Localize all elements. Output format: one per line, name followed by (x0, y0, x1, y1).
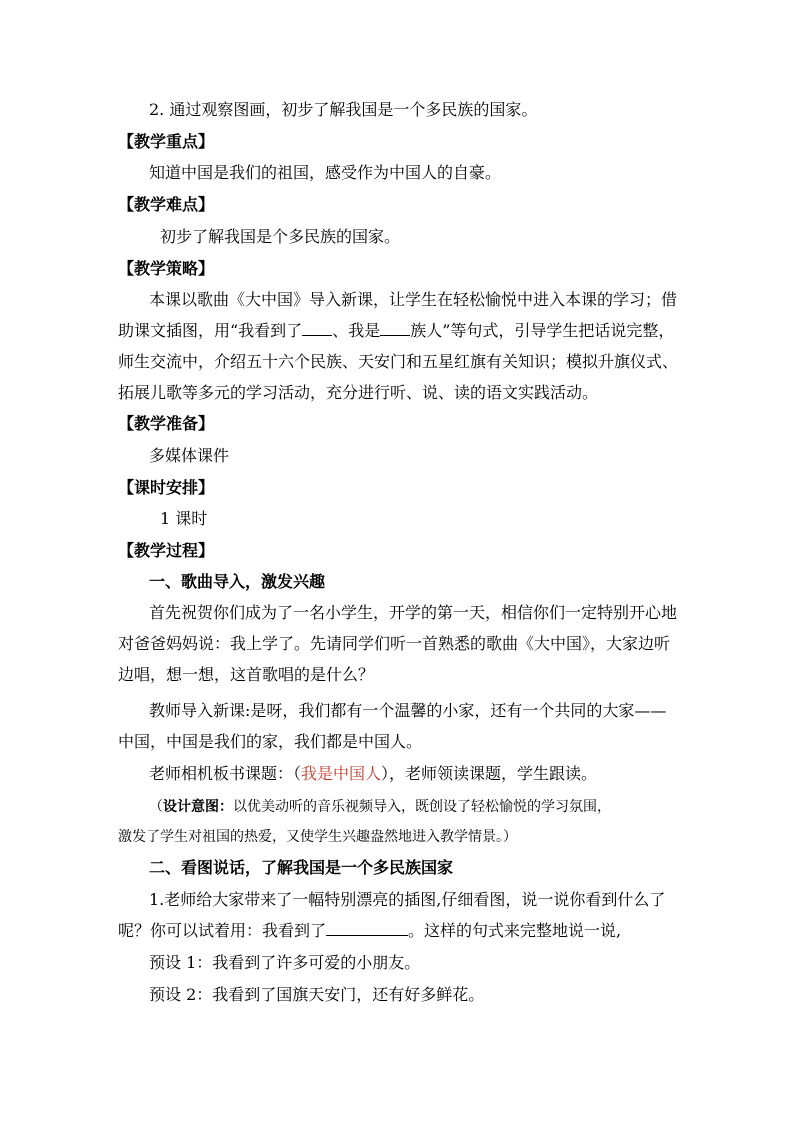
strategy-heading: 【教学策略】 (118, 259, 215, 278)
part-2-p1-line-1: 1.老师给大家带来了一幅特别漂亮的插图,仔细看图，说一说你看到什么了 (149, 890, 666, 909)
design-note-line-2: 激发了学生对祖国的热爱，又使学生兴趣盎然地进入教学情景。） (118, 829, 517, 845)
preset-1: 预设 1：我看到了许多可爱的小朋友。 (149, 953, 421, 972)
strategy-line-2-c: 族人”等句式，引导学生把话说完整， (410, 321, 675, 340)
strategy-line-3: 师生交流中，介绍五十六个民族、天安门和五星红旗有关知识；模拟升旗仪式、 (118, 352, 679, 371)
blank-sentence (326, 920, 408, 936)
part-1-p1-line-2: 对爸爸妈妈说：我上学了。先请同学们听一首熟悉的歌曲《大中国》，大家边听 (118, 634, 671, 653)
preparation-text: 多媒体课件 (149, 446, 230, 465)
part-2-p1-line-2-b: 。这样的句式来完整地说一说, (408, 921, 622, 940)
part-1-p3-a: 老师相机板书课题：（ (149, 764, 302, 783)
schedule-heading: 【课时安排】 (118, 478, 215, 497)
strategy-line-2-b: 、我是 (332, 321, 381, 340)
lesson-title-red: 我是中国人 (301, 764, 382, 783)
process-heading: 【教学过程】 (118, 541, 215, 560)
strategy-line-1: 本课以歌曲《大中国》导入新课，让学生在轻松愉悦中进入本课的学习；借 (149, 290, 678, 309)
part-1-p2-line-1: 教师导入新课:是呀，我们都有一个温馨的小家，还有一个共同的大家—— (149, 701, 667, 720)
part-1-p3 (149, 763, 597, 785)
key-points-text: 知道中国是我们的祖国，感受作为中国人的自豪。 (149, 163, 502, 182)
blank-ethnic (380, 320, 410, 336)
part-1-p1-line-3: 边唱，想一想，这首歌唱的是什么？ (118, 665, 375, 684)
part-2-title: 二、看图说话，了解我国是一个多民族国家 (149, 858, 454, 877)
objective-2: 2. 通过观察图画，初步了解我国是一个多民族的国家。 (149, 100, 538, 119)
part-2-p1-line-2-a: 呢？你可以试着用：我看到了 (118, 921, 327, 940)
part-1-p2-line-2: 中国，中国是我们的家，我们都是中国人。 (118, 732, 423, 751)
strategy-line-4: 拓展儿歌等多元的学习活动，充分进行听、说、读的语文实践活动。 (118, 383, 599, 402)
part-1-p1-line-1: 首先祝贺你们成为了一名小学生，开学的第一天，相信你们一定特别开心地 (149, 603, 678, 622)
design-note-label: 设计意图： (163, 799, 233, 815)
strategy-line-2-a: 助课文插图，用“我看到了 (118, 321, 303, 340)
difficulties-text: 初步了解我国是个多民族的国家。 (160, 227, 401, 246)
difficulties-heading: 【教学难点】 (118, 195, 215, 214)
design-note-text-1: 以优美动听的音乐视频导入，既创设了轻松愉悦的学习氛围， (233, 799, 611, 815)
preparation-heading: 【教学准备】 (118, 414, 215, 433)
part-1-p3-b: ），老师领读课题，学生跟读。 (381, 764, 598, 783)
design-note-open-paren: （ (149, 799, 163, 815)
part-1-title: 一、歌曲导入，激发兴趣 (149, 572, 326, 591)
preset-2: 预设 2：我看到了国旗天安门，还有好多鲜花。 (149, 985, 485, 1004)
strategy-line-2 (118, 320, 674, 342)
schedule-text: 1 课时 (160, 509, 208, 528)
part-2-p1-line-2 (118, 920, 621, 942)
blank-seen (302, 320, 332, 336)
key-points-heading: 【教学重点】 (118, 132, 215, 151)
design-note-line-1 (149, 796, 611, 818)
